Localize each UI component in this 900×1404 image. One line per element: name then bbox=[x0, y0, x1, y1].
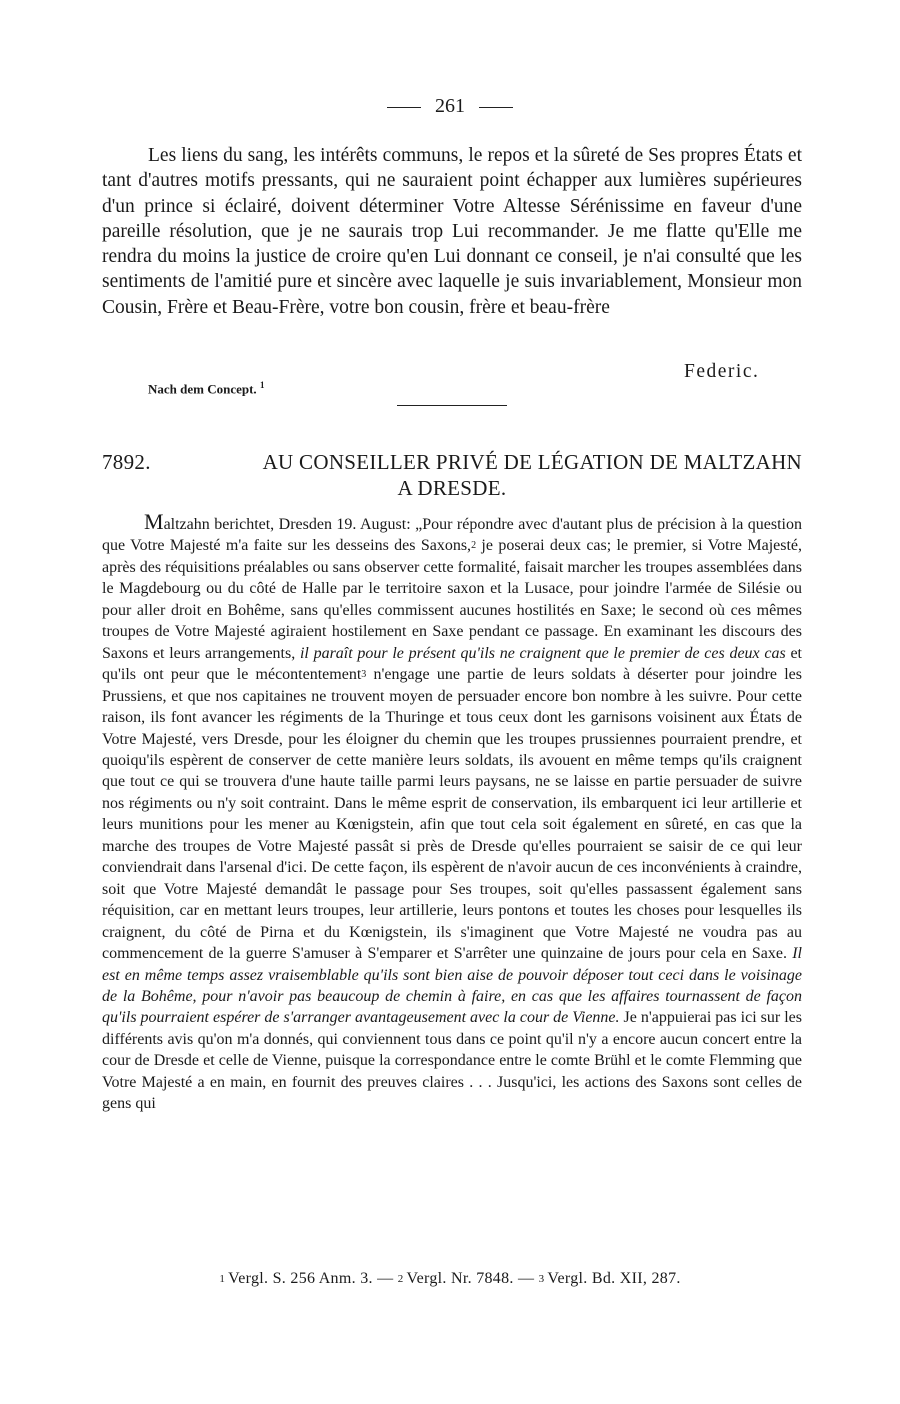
heading-line-1 bbox=[102, 449, 802, 475]
footnote-text: Vergl. S. 256 Anm. 3. bbox=[228, 1270, 373, 1287]
footnote-number: 1 bbox=[219, 1273, 226, 1285]
page-number: 261 bbox=[435, 95, 465, 117]
footnote-text: Vergl. Nr. 7848. bbox=[406, 1270, 514, 1287]
footnote-marker: 3 bbox=[361, 669, 367, 681]
footnote-number: 3 bbox=[538, 1273, 545, 1285]
emphasis: Il est en même temps assez vraisemblable qu'ils sont bien aise de pouvoir déposer tout ceci dans le voisinage de la Bohême, pour n'avoir pas beaucoup de chemin à faire, en cas que les affaires tournassent de façon qu'ils pourraient espérer de s'arranger avantageusement avec la cour de Vienne. bbox=[102, 945, 802, 1027]
letter-closing bbox=[102, 143, 802, 320]
document-destination: A DRESDE. bbox=[397, 476, 507, 500]
document-heading bbox=[102, 449, 802, 501]
footnote-marker: 1 bbox=[259, 380, 265, 390]
letter-paragraph: Les liens du sang, les intérêts communs, le repos et la sûreté de Ses propres États et tant d'autres motifs pressants, qui ne sauraient point échapper aux lumières supérieures d'un prince si éclairé, doivent déterminer Votre Altesse Sérénissime en faveur d'une pareille résolution, que je ne saurais trop Lui recommander. Je me flatte qu'Elle me rendra du moins la justice de croire qu'en Lui donnant ce conseil, je n'ai consulté que les sentiments de l'amitié pure et sincère avec laquelle je suis invariablement, Monsieur mon Cousin, Frère et Beau-Frère, votre bon cousin, frère et beau-frère bbox=[102, 145, 802, 318]
emphasis: il paraît pour le présent qu'ils ne craignent que le premier de ces deux cas bbox=[299, 644, 786, 662]
footnote-number: 2 bbox=[397, 1273, 404, 1285]
footnote-separator: — bbox=[372, 1270, 398, 1287]
header-dash-left bbox=[387, 107, 421, 108]
document-title: AU CONSEILLER PRIVÉ DE LÉGATION DE MALTZAHN bbox=[262, 450, 802, 474]
footnote-text: Vergl. Bd. XII, 287. bbox=[547, 1270, 681, 1287]
document-number: 7892. bbox=[102, 450, 151, 474]
signature: Federic. bbox=[684, 361, 760, 382]
initial-letter: M bbox=[144, 509, 164, 534]
footnote-marker: 2 bbox=[471, 540, 477, 552]
footnotes bbox=[0, 1270, 900, 1288]
source-text: Nach dem Concept. bbox=[148, 381, 257, 397]
running-header bbox=[0, 95, 900, 118]
source-note bbox=[148, 380, 264, 397]
report-body bbox=[102, 511, 802, 1115]
report-paragraph: Maltzahn berichtet, Dresden 19. August: „Pour répondre avec d'autant plus de précision à la question que Votre Majesté m'a faite sur les desseins des Saxons,2 je poserai deux cas; le premier, si Votre Majesté, après des réquisitions préalables ou sans observer cette formalité, faisait marcher les troupes assemblées dans le Magdebourg ou du côté de Halle par le territoire saxon et la Lusace, pour joindre l'armée de Silésie ou pour aller droit en Bohême, sans qu'elles commissent aucunes hostilités en Saxe; le second où ces mêmes troupes de Votre Majesté agiraient hostilement en Saxe pendant ce passage. En examinant les discours des Saxons et leurs arrangements, il paraît pour le présent qu'ils ne craignent que le premier de ces deux cas et qu'ils ont peur que le mécontentement3 n'engage une partie de leurs soldats à déserter pour joindre les Prussiens, et que nos capitaines ne trouvent moyen de persuader encore bon nombre à les suivre. Pour cette raison, ils font avancer les régiments de la Thuringe et tous ceux dont les garnisons voisinent aux États de Votre Majesté, vers Dresde, pour les éloigner du chemin que les troupes prussiennes pourraient prendre, et quoiqu'ils espèrent de conserver de cette manière leurs soldats, ils avouent en même temps qu'ils craignent que tout ce qui se trouvera d'une haute taille parmi leurs paysans, ne se laisse en partie persuader de suivre nos régiments ou n'y soit contraint. Dans le même esprit de conservation, ils embarquent ici leur artillerie et leurs munitions pour les mener au Kœnigstein, afin que tout cela soit également en sûreté, en cas que la marche des troupes de Votre Majesté passât si près de Dresde qu'elles pourraient se saisir de ce qui leur conviendrait dans l'arsenal d'ici. De cette façon, ils espèrent de n'avoir aucun de ces inconvénients à craindre, soit que Votre Majesté demandât le passage pour Ses troupes, soit qu'elles passassent également sans réquisition, car en mettant leurs troupes, leur artillerie, leurs pontons et toutes les choses pour lesquelles ils craignent, du côté de Pirna et du Kœnigstein, ils s'imaginent que Votre Majesté ne voudra pas au commencement de la guerre S'amuser à S'emparer et S'arrêter une quinzaine de jours pour cela en Saxe. Il est en même temps assez vraisemblable qu'ils sont bien aise de pouvoir déposer tout ceci dans le voisinage de la Bohême, pour n'avoir pas beaucoup de chemin à faire, en cas que les affaires tournassent de façon qu'ils pourraient espérer de s'arranger avantageusement avec la cour de Vienne. Je n'appuierai pas ici sur les différents avis qu'on m'a donnés, qui conviennent tous dans ce point qu'il n'y a encore aucun concert entre la cour de Dresde et celle de Vienne, puisque la correspondance entre le comte Brühl et le comte Flemming que Votre Majesté a en main, en fournit des preuves claires . . . Jusqu'ici, les actions des Saxons sont celles de gens qui bbox=[102, 509, 803, 1113]
header-dash-right bbox=[479, 107, 513, 108]
section-divider bbox=[397, 405, 507, 406]
footnote-separator: — bbox=[513, 1270, 539, 1287]
